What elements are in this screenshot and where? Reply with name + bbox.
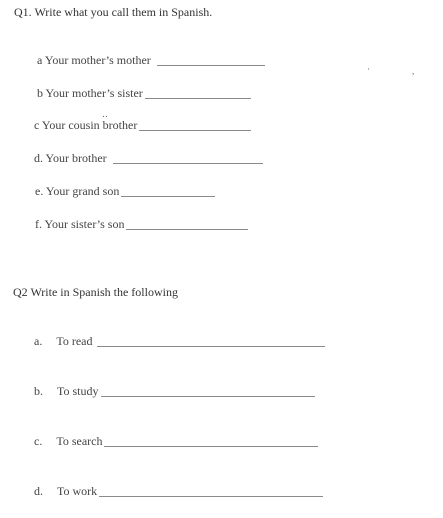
q2-item-d-label: To work: [57, 484, 98, 498]
stray-mark: ·: [367, 64, 370, 74]
q2-item-c-letter: c.: [34, 434, 43, 448]
q1-item-b-answer-line[interactable]: [145, 98, 251, 99]
q2-item-b: [34, 384, 315, 399]
q1-item-b: [37, 86, 251, 101]
question-1-title: Q1. Write what you call them in Spanish.: [14, 5, 213, 19]
q1-item-e: [35, 184, 215, 199]
q1-item-d-label: d. Your brother: [34, 151, 107, 165]
question-2-title: Q2 Write in Spanish the following: [13, 285, 178, 299]
stray-mark: ,: [412, 66, 415, 76]
q2-item-d-answer-line[interactable]: [99, 496, 323, 497]
q1-item-a-answer-line[interactable]: [157, 65, 265, 66]
q1-item-a-label: a Your mother’s mother: [37, 53, 151, 67]
q1-item-f: [35, 217, 248, 232]
q2-item-c-answer-line[interactable]: [104, 446, 318, 447]
q2-item-a-label: To read: [56, 334, 93, 348]
q2-item-b-letter: b.: [34, 384, 43, 398]
q1-item-e-answer-line[interactable]: [121, 196, 215, 197]
q1-item-c-answer-line[interactable]: [139, 130, 251, 131]
q2-item-a-answer-line[interactable]: [97, 346, 325, 347]
q1-item-b-label: b Your mother’s sister: [37, 86, 143, 100]
q2-item-c-label: To search: [56, 434, 103, 448]
q1-item-c: [34, 118, 251, 133]
q1-item-a: [37, 53, 265, 68]
q2-item-d-letter: d.: [34, 484, 43, 498]
q2-item-a: [34, 334, 325, 349]
q2-item-c: [34, 434, 318, 449]
stray-mark: ‥: [102, 109, 109, 119]
q1-item-f-answer-line[interactable]: [126, 229, 248, 230]
q1-item-e-label: e. Your grand son: [35, 184, 120, 198]
q1-item-f-label: f. Your sister’s son: [35, 217, 125, 231]
q2-item-b-label: To study: [57, 384, 99, 398]
q2-item-a-letter: a.: [34, 334, 43, 348]
q1-item-d-answer-line[interactable]: [113, 163, 263, 164]
q1-item-c-label: c Your cousin brother: [34, 118, 138, 132]
q2-item-d: [34, 484, 323, 499]
q1-item-d: [34, 151, 263, 166]
q2-item-b-answer-line[interactable]: [101, 396, 315, 397]
